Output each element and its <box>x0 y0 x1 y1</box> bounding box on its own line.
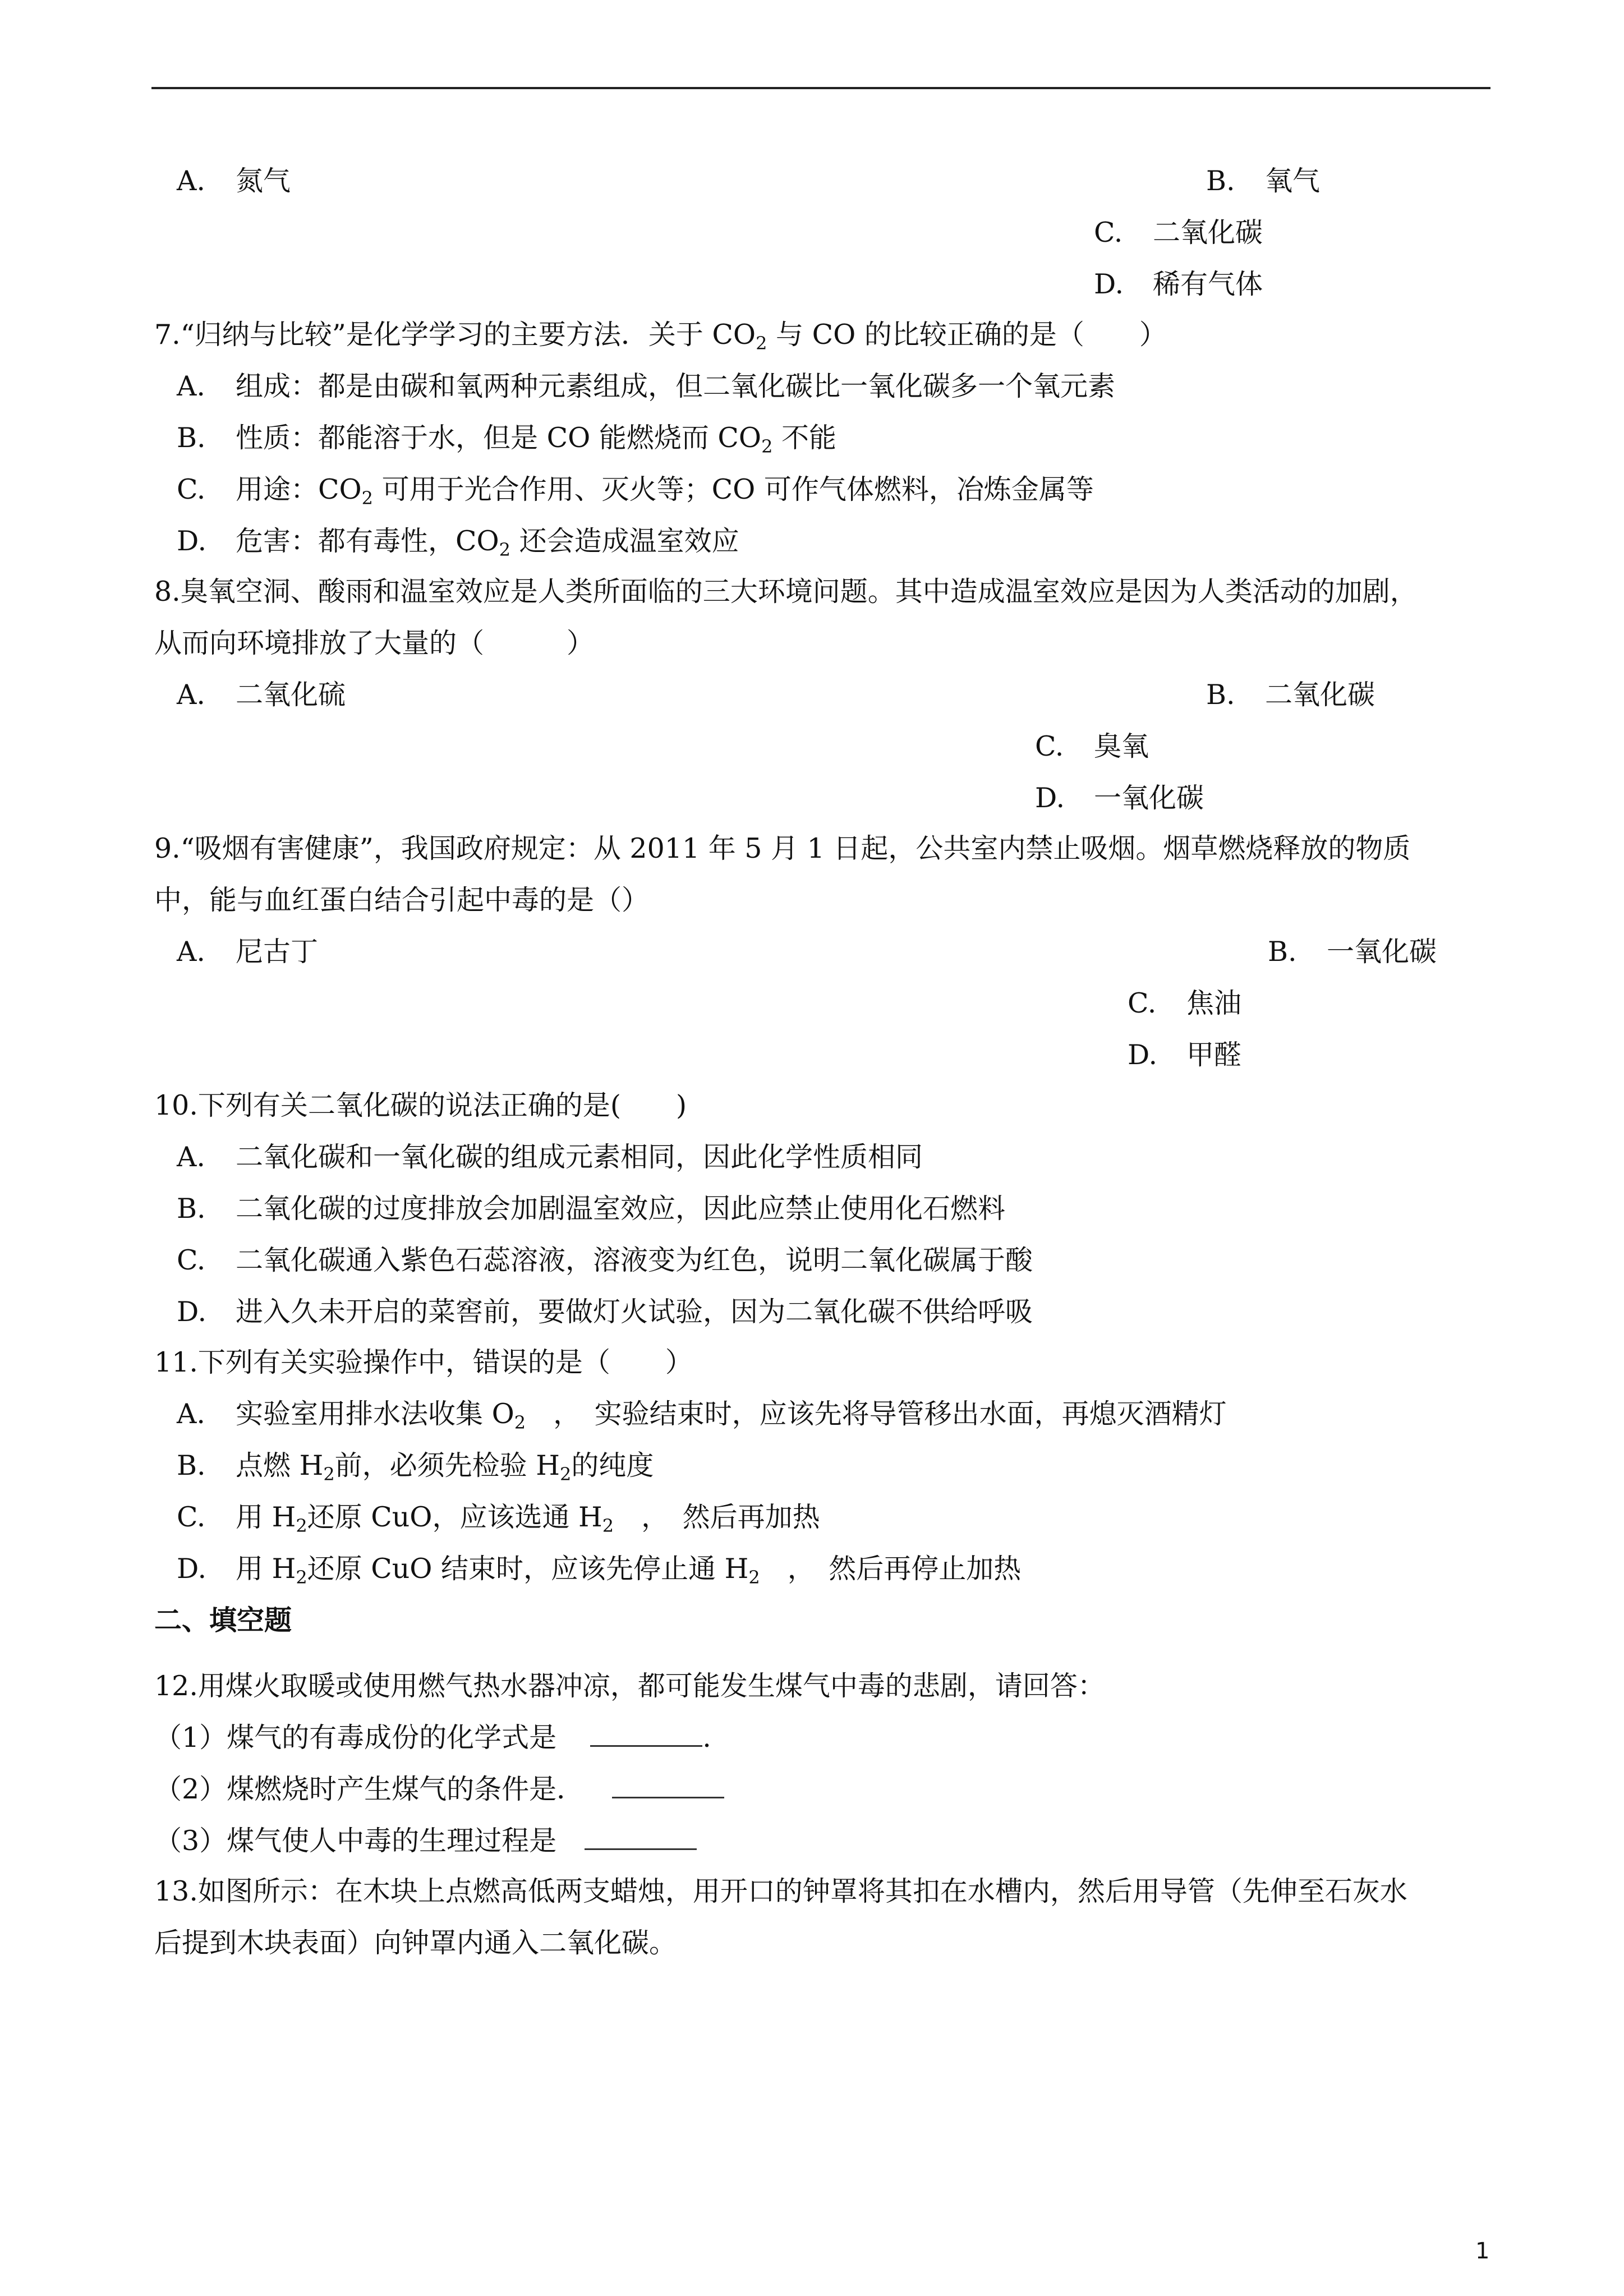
q9-stem-line1: 9.“吸烟有害健康”，我国政府规定：从 2011 年 5 月 1 日起，公共室内禁止吸烟。烟草燃烧释放的物质 <box>154 832 1411 864</box>
q10-option-a: A. 二氧化碳和一氧化碳的组成元素相同，因此化学性质相同 <box>177 1141 923 1173</box>
q11-option-a: A. 实验室用排水法收集 $O_2$ ， 实验结束时，应该先将导管移出水面，再熄灭酒精灯 <box>177 1398 1227 1433</box>
header-rule <box>151 87 1490 89</box>
q8-option-b: B. 二氧化碳 <box>1206 679 1375 711</box>
q7-stem: 7.“归纳与比较”是化学学习的主要方法．关于 $CO_2$ 与 CO 的比较正确的是（ ） <box>154 319 1167 354</box>
q8-stem-line1: 8.臭氧空洞、酸雨和温室效应是人类所面临的三大环境问题。其中造成温室效应是因为人类活动的加剧， <box>154 576 1418 608</box>
q9-option-b: B. 一氧化碳 <box>1268 936 1437 968</box>
q11-stem: 11.下列有关实验操作中，错误的是（ ） <box>154 1346 693 1378</box>
q13-stem-line2: 后提到木块表面）向钟罩内通入二氧化碳。 <box>154 1927 677 1959</box>
q7-option-b: B. 性质：都能溶于水，但是 CO 能燃烧而 $CO_2$ 不能 <box>177 422 836 457</box>
q6-option-c: C. 二氧化碳 <box>1094 217 1263 249</box>
q11-option-c: C. 用 $H_2$还原 CuO，应该选通 $H_2$ ， 然后再加热 <box>177 1501 820 1536</box>
q11-option-d: D. 用 $H_2$还原 CuO 结束时，应该先停止通 $H_2$ ， 然后再停止加热 <box>177 1553 1022 1588</box>
q12-stem: 12.用煤火取暖或使用燃气热水器冲凉，都可能发生煤气中毒的悲剧，请回答： <box>154 1670 1105 1702</box>
q7-option-a: A. 组成：都是由碳和氧两种元素组成，但二氧化碳比一氧化碳多一个氧元素 <box>177 370 1116 402</box>
q8-option-d: D. 一氧化碳 <box>1035 782 1204 814</box>
section-heading-fill-in: 二、填空题 <box>154 1604 292 1636</box>
q7-option-c: C. 用途：$CO_2$ 可用于光合作用、灭火等；CO 可作气体燃料，冶炼金属等 <box>177 473 1094 509</box>
q12-answer-blank-3[interactable] <box>585 1827 697 1850</box>
q12-part2: （2）煤燃烧时产生煤气的条件是． <box>154 1772 724 1807</box>
q10-stem: 10.下列有关二氧化碳的说法正确的是( ) <box>154 1089 687 1121</box>
page-number: 1 <box>1475 2238 1490 2264</box>
q6-option-d: D. 稀有气体 <box>1094 268 1263 300</box>
q12-part1: （1）煤气的有毒成份的化学式是 . <box>154 1722 711 1754</box>
q7-option-d: D. 危害：都有毒性，$CO_2$ 还会造成温室效应 <box>177 525 739 560</box>
q9-option-d: D. 甲醛 <box>1128 1039 1242 1071</box>
q12-answer-blank-2[interactable] <box>612 1775 724 1798</box>
q9-stem-line2: 中，能与血红蛋白结合引起中毒的是（） <box>154 884 650 916</box>
q12-answer-blank-1[interactable] <box>590 1724 702 1747</box>
q13-stem-line1: 13.如图所示：在木块上点燃高低两支蜡烛，用开口的钟罩将其扣在水槽内，然后用导管（先伸至石灰水 <box>154 1875 1407 1907</box>
q12-part3: （3）煤气使人中毒的生理过程是 <box>154 1824 697 1858</box>
q10-option-b: B. 二氧化碳的过度排放会加剧温室效应，因此应禁止使用化石燃料 <box>177 1193 1006 1225</box>
q8-stem-line2: 从而向环境排放了大量的（ ） <box>154 627 595 659</box>
q6-option-b: B. 氧气 <box>1206 165 1321 197</box>
q8-option-a: A. 二氧化硫 <box>177 679 346 711</box>
q11-option-b: B. 点燃 $H_2$前，必须先检验 $H_2$的纯度 <box>177 1450 654 1485</box>
q10-option-c: C. 二氧化碳通入紫色石蕊溶液，溶液变为红色，说明二氧化碳属于酸 <box>177 1244 1033 1276</box>
q6-option-a: A. 氮气 <box>177 165 291 197</box>
q9-option-c: C. 焦油 <box>1128 987 1242 1019</box>
q10-option-d: D. 进入久未开启的菜窖前，要做灯火试验，因为二氧化碳不供给呼吸 <box>177 1296 1033 1328</box>
q8-option-c: C. 臭氧 <box>1035 730 1149 762</box>
q9-option-a: A. 尼古丁 <box>177 936 319 968</box>
